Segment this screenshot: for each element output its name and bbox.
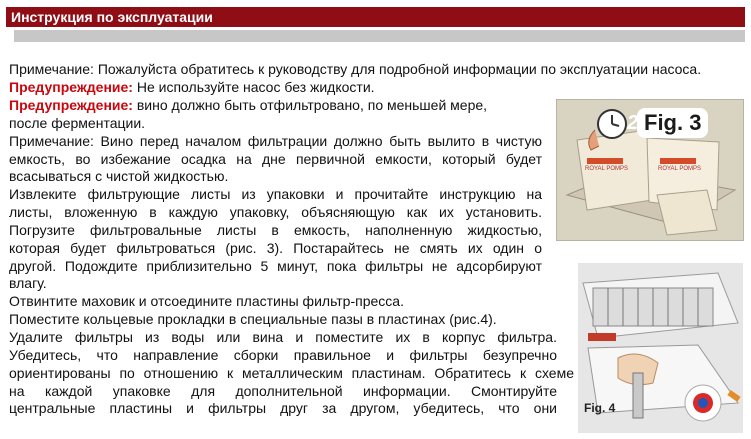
- figure-4-image: [578, 263, 743, 433]
- figure-4-label: Fig. 4: [584, 401, 616, 415]
- instruction-line: Извлеките фильтрующие листы из упаковки и прочитайте инструкцию на: [9, 186, 542, 202]
- instruction-line: Погрузите фильтровальные листы в емкость, наполненную жидкостью,: [9, 222, 542, 238]
- box-text-right: ROYAL POMPS: [658, 166, 702, 172]
- instruction-line: влагу.: [9, 275, 47, 291]
- instruction-line: Примечание: Вино перед началом фильтрации должно быть вылито в чистую: [9, 133, 542, 149]
- instruction-line: Поместите кольцевые прокладки в специальные пазы в пластинах (рис.4).: [9, 311, 497, 327]
- instruction-line: емкость, во избежание осадка на дне первичной емкости, который будет: [9, 151, 542, 167]
- instruction-line: другой. Подождите приблизительно 5 минут, пока фильтры не адсорбируют: [9, 258, 542, 274]
- page-title: Инструкция по эксплуатации: [11, 9, 213, 25]
- time-mark: 2': [627, 112, 643, 134]
- warning-label: Предупреждение:: [9, 97, 133, 113]
- warning-no-liquid: [9, 79, 549, 97]
- figure-3-label: Fig. 3: [637, 108, 708, 138]
- instruction-line: Удалите фильтры из воды или вина и поместите их в корпус фильтра.: [9, 329, 557, 345]
- gray-divider: [14, 30, 745, 42]
- instruction-line: ориентированы по отношению к металлическим пластинам. Обратитесь к схеме: [9, 365, 574, 381]
- instruction-line: Отвинтите маховик и отсоедините пластины фильтр-пресса.: [9, 293, 404, 309]
- instruction-line: центральные пластины и фильтры друг за другом, убедитесь, что они: [9, 400, 557, 416]
- instruction-line: всасываться с чистой жидкостью.: [9, 168, 229, 184]
- warning-text-cont: после ферментации.: [9, 115, 146, 131]
- figure-3-image: [556, 99, 744, 241]
- instruction-line: листы, вложенную в каждую упаковку, объясняющую как их установить.: [9, 204, 542, 220]
- warning-label: Предупреждение:: [9, 79, 133, 95]
- page-header-bar: [6, 7, 745, 27]
- warning-text: вино должно быть отфильтровано, по меньшей мере,: [132, 97, 488, 113]
- box-text-left: ROYAL POMPS: [585, 166, 629, 172]
- instruction-line: Убедитесь, что направление сборки правильное и фильтры безупречно: [9, 347, 557, 363]
- instruction-line: на каждой упаковке для дополнительной информации. Смонтируйте: [9, 383, 557, 399]
- note-pump: [9, 61, 749, 79]
- warning-filtered-cont: [9, 115, 549, 133]
- warning-filtered: [9, 97, 549, 115]
- instruction-line: которая будет фильтроваться (рис. 3). Постарайтесь не смять их один о: [9, 240, 542, 256]
- note-pump-text: Примечание: Пожалуйста обратитесь к руководству для подробной информации по эксплуатации насоса.: [9, 61, 702, 77]
- warning-text: Не используйте насос без жидкости.: [132, 79, 375, 95]
